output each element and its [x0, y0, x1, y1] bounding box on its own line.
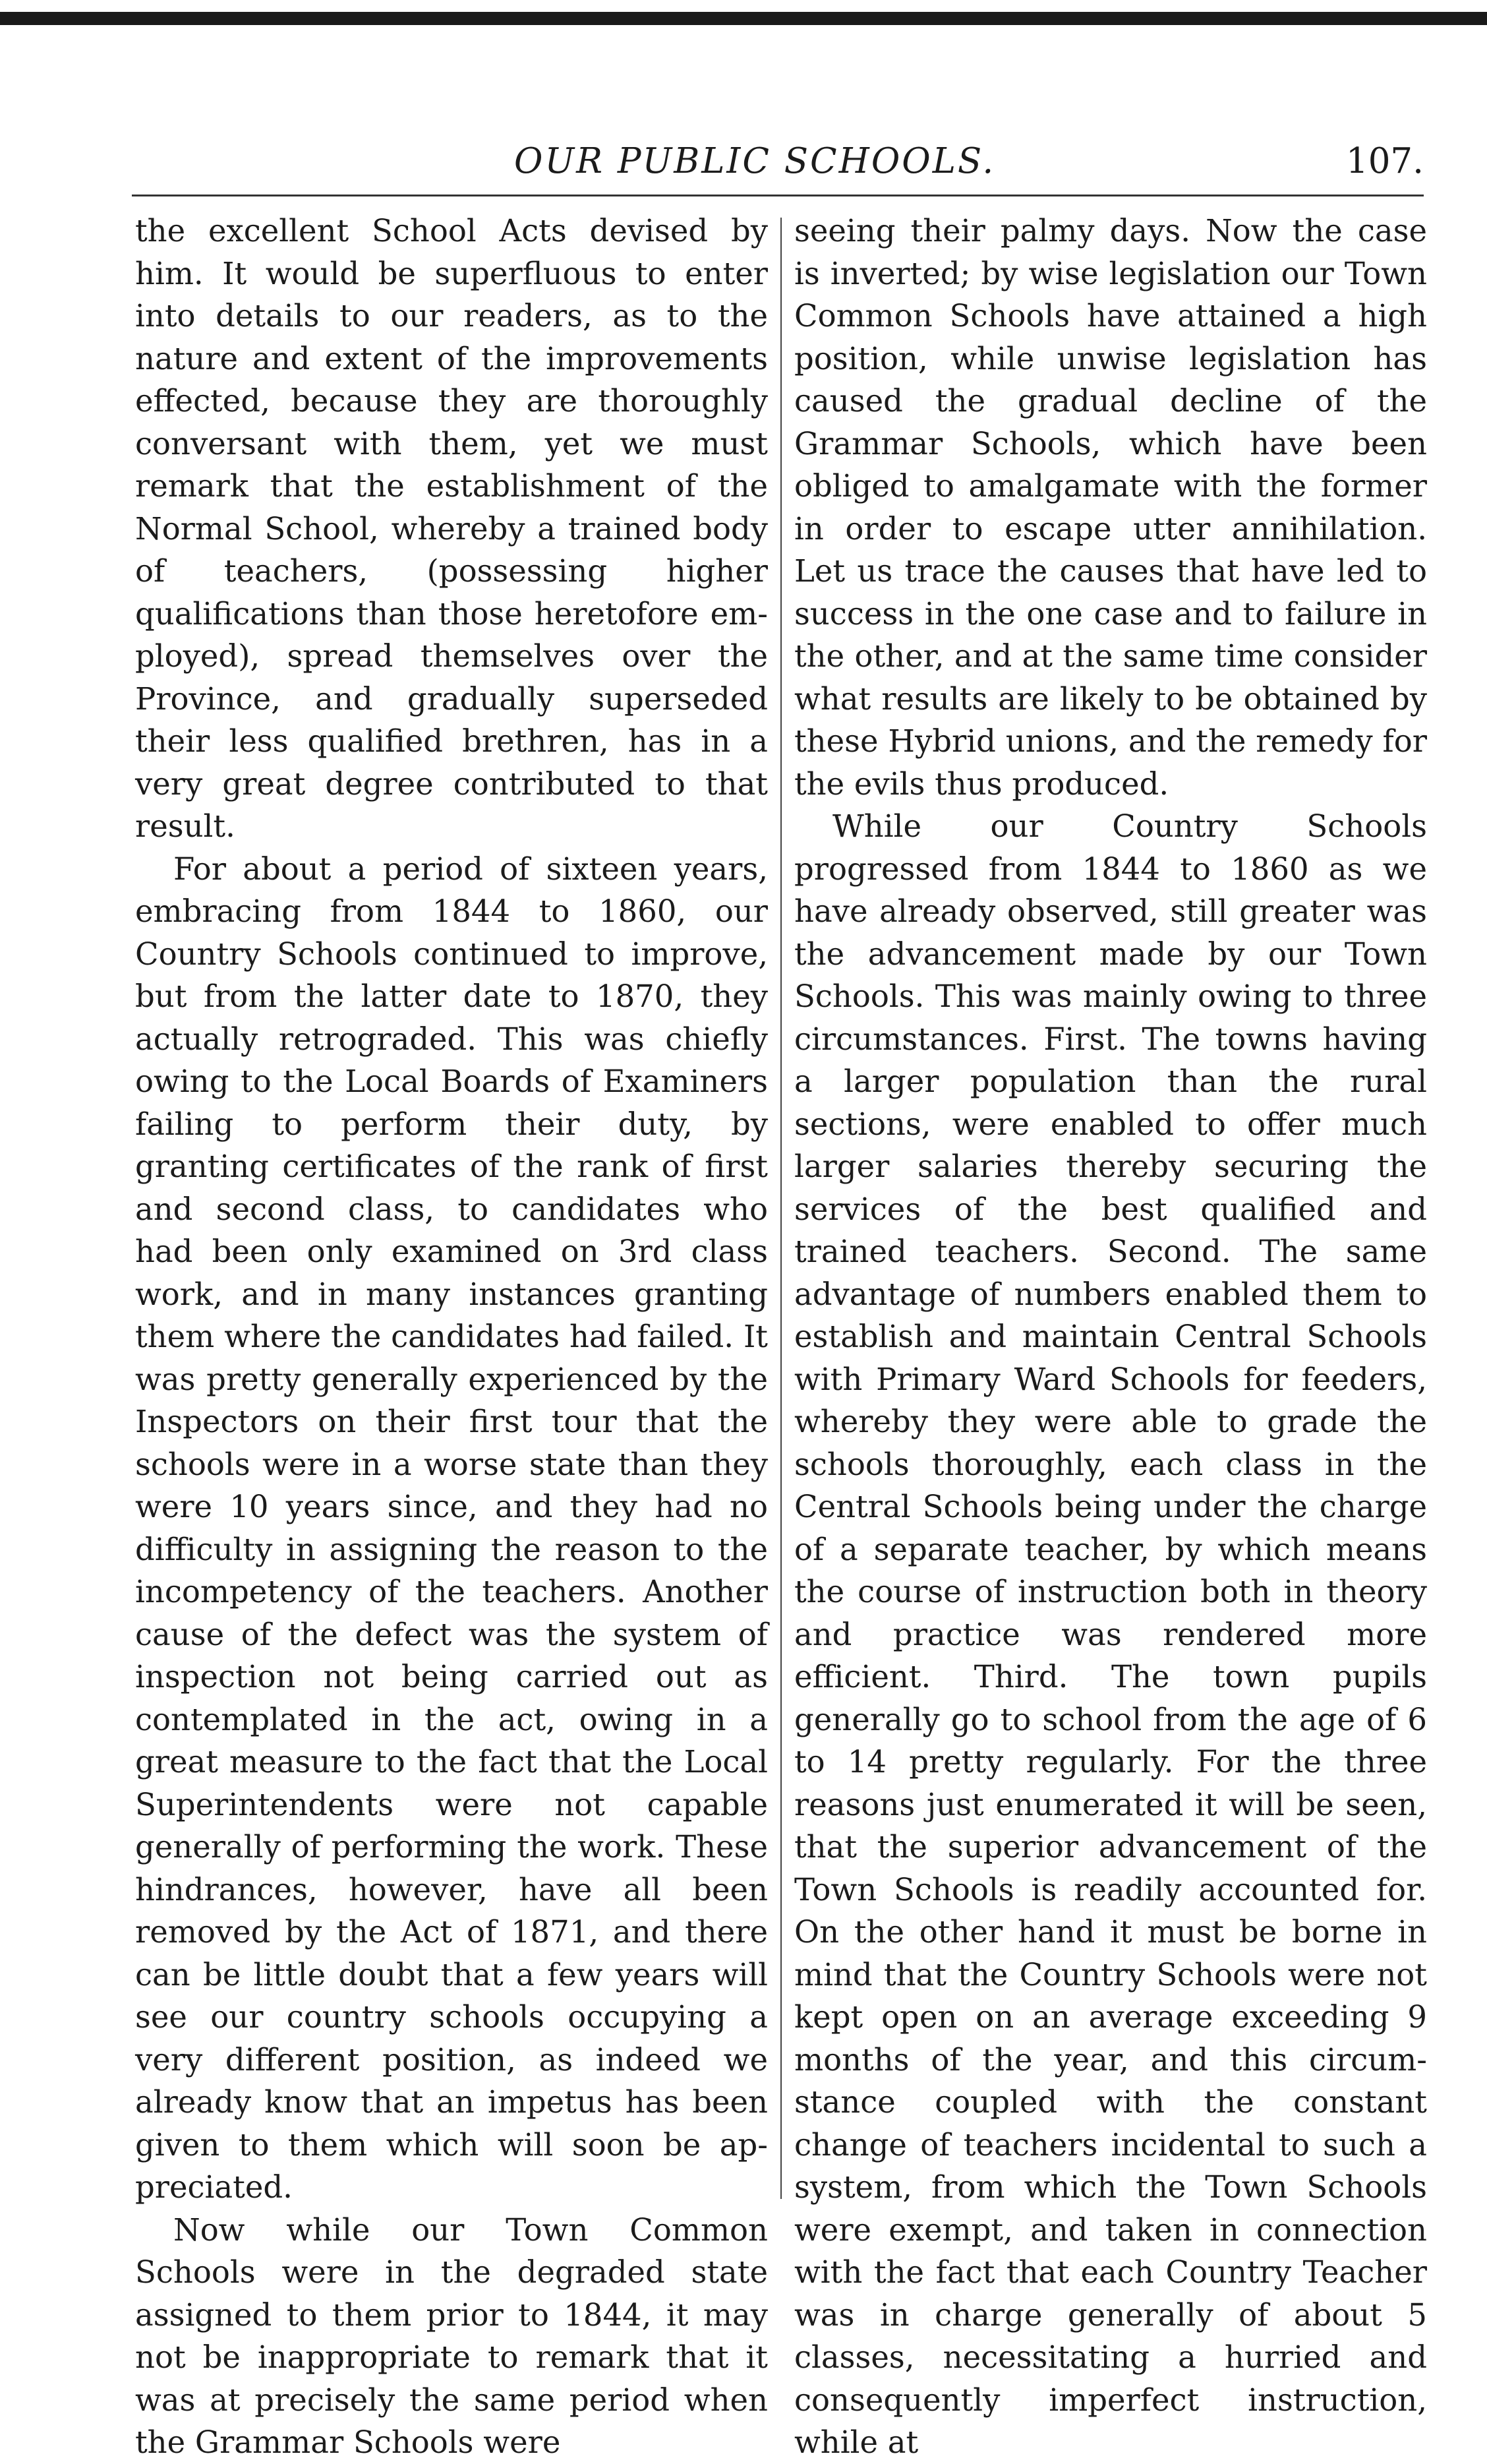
left-column [135, 210, 768, 2460]
header-rule [132, 195, 1424, 196]
left-paragraph-2: For about a period of sixteen years, embracing from 1844 to 1860, our Country Schools continued to improve, but from the latter date to 1870, they actually retrograded. This was chiefly owing to the Local Boards of Examiners failing to perform their duty, by granting certificates of the rank of first and second class, to candidates who had been only examined on 3rd class work, and in many instances granting them where the candidates had failed. It was pretty generally experienced by the Inspectors on their first tour that the schools were in a worse state than they were 10 years since, and they had no difficulty in assigning the reason to the incompetency of the teachers. Another cause of the defect was the system of inspection not being carried out as contemplated in the act, owing in a great measure to the fact that the Local Superintendents were not capable generally of performing the work. These hindrances, however, have all been removed by the Act of 1871, and there can be little doubt that a few years will see our country schools occupying a very different position, as indeed we already know that an impetus has been given to them which will soon be appreciated. [135, 851, 768, 2205]
page-header [132, 132, 1424, 185]
right-paragraph-1: seeing their palmy days. Now the case is inverted; by wise legislation our Town Common Schools have attained a high position, while unwise legislation has caused the gradual decline of the Grammar Schools, which have been obliged to amalgamate with the former in order to escape utter annihilation. Let us trace the causes that have led to success in the one case and to failure in the other, and at the same time consider what results are likely to be obtained by these Hybrid unions, and the remedy for the evils thus produced. [794, 213, 1427, 802]
column-divider [780, 218, 782, 2199]
left-paragraph-3: Now while our Town Common Schools were in the degraded state assigned to them prior to 1844, it may not be inappropriate to remark that it was at precisely the same period when the Grammar Schools were [135, 2211, 768, 2460]
running-title: OUR PUBLIC SCHOOLS. [514, 141, 996, 181]
right-paragraph-2: While our Country Schools progressed from 1844 to 1860 as we have already observed, still greater was the advancement made by our Town Schools. This was mainly owing to three circumstances. First. The towns having a larger population than the rural sections, were enabled to offer much larger salaries thereby securing the services of the best qualified and trained teachers. Second. The same advantage of numbers enabled them to establish and maintain Central Schools with Primary Ward Schools for feeders, whereby they were able to grade the schools thoroughly, each class in the Central Schools being under the charge of a separate teacher, by which means the course of instruction both in theory and practice was rendered more efficient. Third. The town pupils generally go to school from the age of 6 to 14 pretty regularly. For the three reasons just enumerated it will be seen, that the superior advancement of the Town Schools is readily accounted for. On the other hand it must be borne in mind that the Country Schools were not kept open on an average exceeding 9 months of the year, and this circumstance coupled with the constant change of teachers incidental to such a system, from which the Town Schools were exempt, and taken in connection with the fact that each Country Teacher was in charge generally of about 5 classes, necessitating a hurried and consequently imperfect instruction, while at [794, 808, 1427, 2460]
left-paragraph-1: the excellent School Acts devised by him. It would be superfluous to enter into details to our readers, as to the nature and extent of the improvements effected, because they are thoroughly conversant with them, yet we must remark that the establishment of the Normal School, whereby a trained body of teachers, (possessing higher qualifications than those heretofore employed), spread themselves over the Province, and gradually superseded their less qualified brethren, has in a very great degree contributed to that result. [135, 213, 768, 844]
page-number: 107. [1345, 141, 1424, 181]
right-column [794, 210, 1427, 2460]
top-border-rule [0, 12, 1487, 25]
